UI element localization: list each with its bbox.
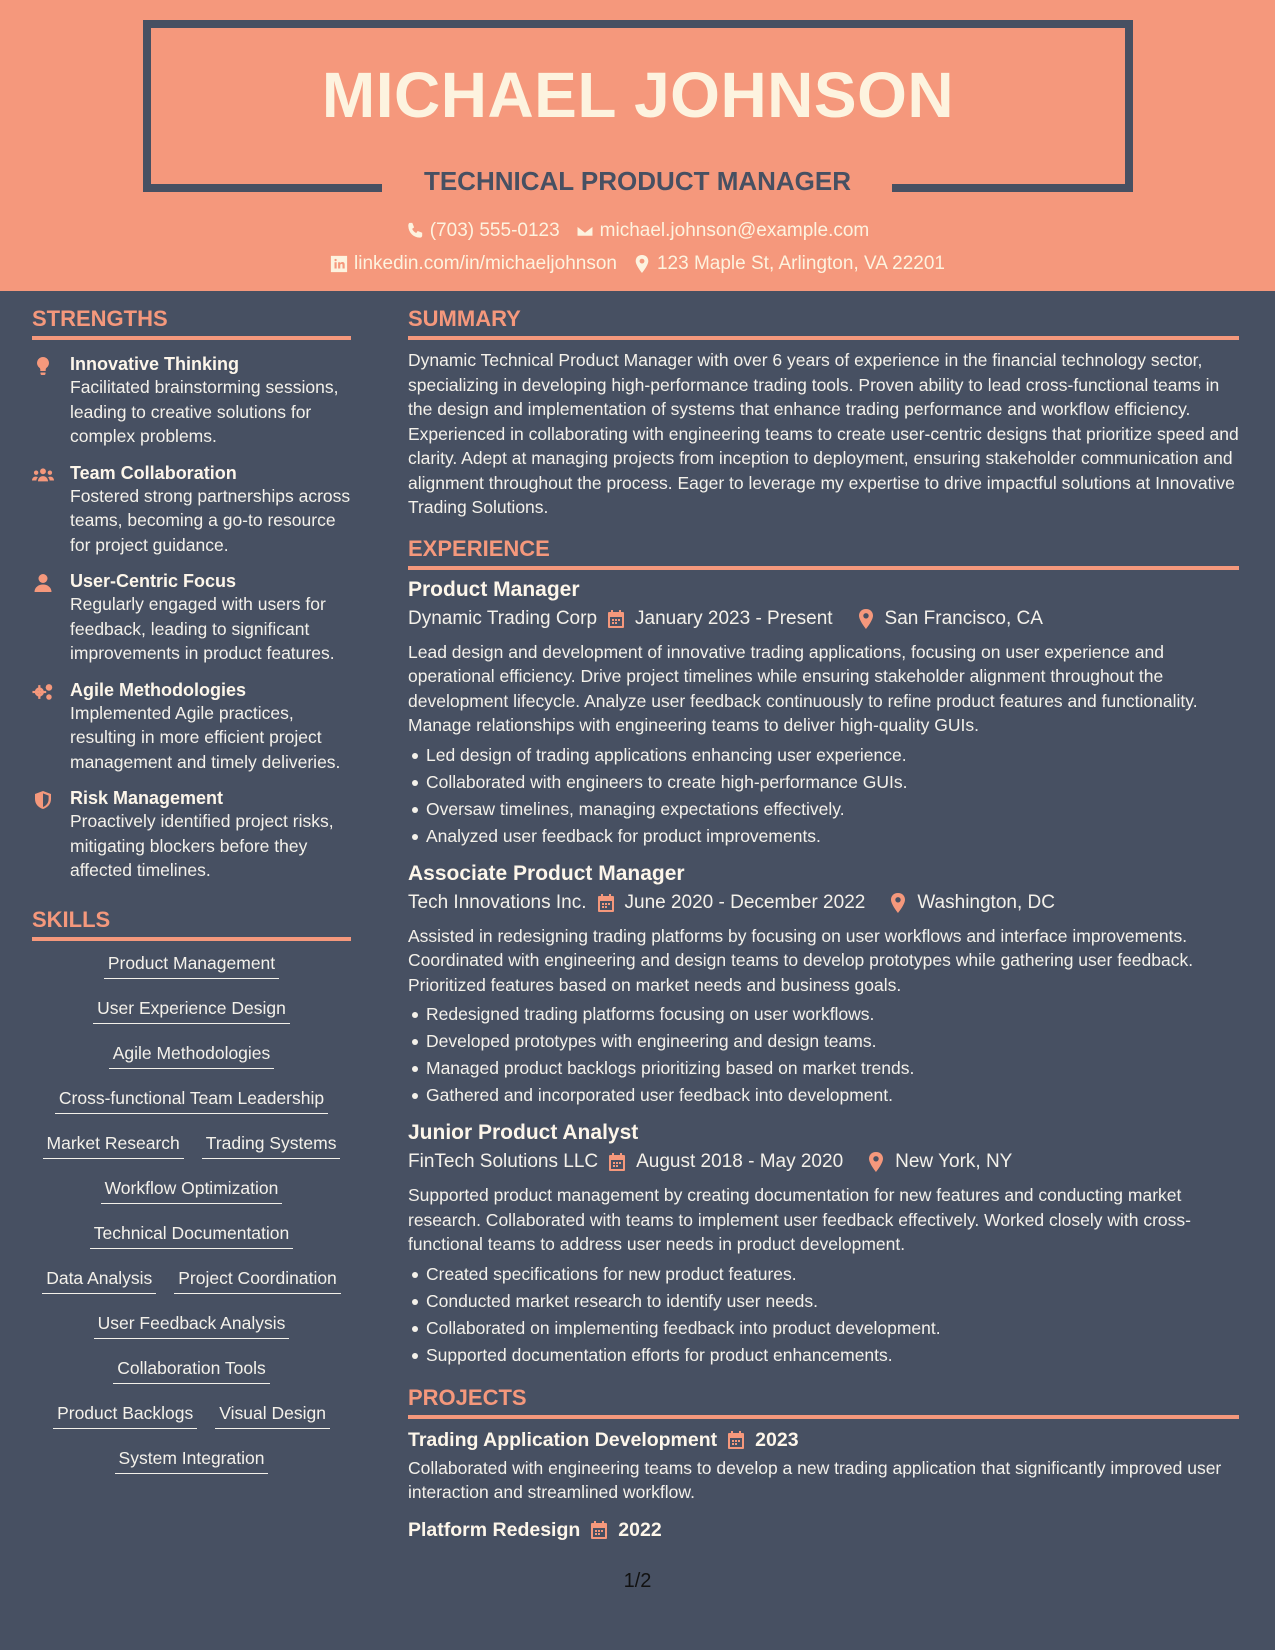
header-banner bbox=[0, 0, 1275, 291]
job-dates: June 2020 - December 2022 bbox=[624, 891, 866, 913]
users-icon bbox=[32, 465, 54, 485]
job-description: Supported product management by creating documentation for new features and conducting market research. Collaborated with teams to implement user feedback effectively. Worked closely with cross-functional teams to address user needs in product development. bbox=[408, 1185, 1191, 1254]
job-location: San Francisco, CA bbox=[884, 607, 1043, 629]
calendar-icon bbox=[608, 1152, 626, 1172]
contact-row-2 bbox=[0, 253, 1275, 275]
linkedin-text: linkedin.com/in/michaeljohnson bbox=[354, 253, 617, 274]
phone-icon bbox=[406, 222, 424, 240]
strength-item bbox=[32, 788, 351, 883]
calendar-icon bbox=[590, 1520, 608, 1540]
email-text: michael.johnson@example.com bbox=[599, 220, 870, 241]
linkedin-icon bbox=[330, 255, 348, 273]
projects-heading: PROJECTS bbox=[408, 1385, 1239, 1419]
skill-tag: Data Analysis bbox=[42, 1268, 156, 1294]
contact-email[interactable] bbox=[576, 220, 870, 242]
skills-list bbox=[32, 953, 351, 1493]
left-column bbox=[32, 306, 351, 1493]
job-dates: August 2018 - May 2020 bbox=[636, 1151, 844, 1172]
skill-tag: Workflow Optimization bbox=[101, 1178, 283, 1204]
skills-heading: SKILLS bbox=[32, 907, 351, 941]
strength-title: Innovative Thinking bbox=[70, 354, 240, 374]
list-item: Created specifications for new product features. bbox=[426, 1261, 1239, 1288]
skill-tag: Project Coordination bbox=[174, 1268, 341, 1294]
project-title: Platform Redesign bbox=[408, 1518, 581, 1541]
list-item: Collaborated with engineers to create high-performance GUIs. bbox=[426, 769, 1239, 796]
gears-icon bbox=[32, 682, 54, 702]
project-entry bbox=[408, 1429, 1239, 1505]
job-entry bbox=[408, 862, 1239, 1110]
strength-title: Agile Methodologies bbox=[70, 679, 247, 700]
address-text: 123 Maple St, Arlington, VA 22201 bbox=[656, 253, 945, 274]
job-location: Washington, DC bbox=[917, 891, 1055, 913]
calendar-icon bbox=[727, 1430, 745, 1450]
map-marker-icon bbox=[857, 609, 875, 629]
candidate-name: MICHAEL JOHNSON bbox=[321, 59, 955, 131]
list-item: Oversaw timelines, managing expectations effectively. bbox=[426, 796, 1239, 823]
skill-tag: System Integration bbox=[115, 1448, 269, 1474]
strength-title: Team Collaboration bbox=[70, 462, 237, 483]
job-company: Tech Innovations Inc. bbox=[408, 891, 587, 913]
strength-item bbox=[32, 571, 351, 666]
list-item: Analyzed user feedback for product improvements. bbox=[426, 823, 1239, 850]
job-description: Assisted in redesigning trading platforms by focusing on user workflows and interface improvements. Coordinated with engineering and design teams to develop prototypes while gathering user feedback. Prioritized features based on market needs and business goals. bbox=[408, 925, 1194, 995]
shield-icon bbox=[32, 790, 54, 810]
skill-tag: Product Backlogs bbox=[53, 1403, 197, 1429]
user-icon bbox=[32, 573, 54, 593]
skill-tag: Product Management bbox=[104, 953, 279, 979]
project-entry bbox=[408, 1519, 1239, 1542]
skill-tag: Cross-functional Team Leadership bbox=[55, 1088, 328, 1114]
list-item: Conducted market research to identify user needs. bbox=[426, 1288, 1239, 1315]
list-item: Supported documentation efforts for product enhancements. bbox=[426, 1342, 1239, 1369]
strength-title: User-Centric Focus bbox=[70, 571, 237, 591]
job-meta bbox=[408, 1151, 1239, 1173]
project-description: Collaborated with engineering teams to develop a new trading application that significantly improved user interaction and streamlined workflow. bbox=[408, 1457, 1222, 1502]
job-company: Dynamic Trading Corp bbox=[408, 607, 598, 629]
job-entry bbox=[408, 578, 1239, 850]
strength-desc: Facilitated brainstorming sessions, leading to creative solutions for complex problems. bbox=[70, 377, 339, 446]
project-year: 2022 bbox=[618, 1518, 662, 1541]
contact-address bbox=[633, 253, 945, 275]
contact-row-1 bbox=[0, 220, 1275, 242]
job-meta bbox=[408, 608, 1239, 630]
skill-tag: Agile Methodologies bbox=[109, 1043, 275, 1069]
project-title-row bbox=[408, 1519, 1239, 1542]
skill-tag: Collaboration Tools bbox=[113, 1358, 270, 1384]
calendar-icon bbox=[597, 893, 615, 913]
job-description: Lead design and development of innovative trading applications, focusing on user experience and operational efficiency. Drive project timelines while ensuring stakeholder alignment throughout the development lifecycle. Analyze user feedback continuously to refine product features and functionality. Manage relationships with engineering teams to deliver high-quality GUIs. bbox=[408, 641, 1198, 735]
right-column bbox=[408, 306, 1239, 1542]
list-item: Collaborated on implementing feedback into product development. bbox=[426, 1315, 1239, 1342]
strength-desc: Proactively identified project risks, mitigating blockers before they affected timelines. bbox=[70, 811, 334, 880]
job-location: New York, NY bbox=[895, 1151, 1013, 1172]
list-item: Gathered and incorporated user feedback into development. bbox=[426, 1082, 1239, 1109]
envelope-icon bbox=[576, 222, 594, 240]
job-company: FinTech Solutions LLC bbox=[408, 1151, 599, 1172]
job-entry bbox=[408, 1121, 1239, 1369]
experience-heading: EXPERIENCE bbox=[408, 536, 1239, 570]
map-marker-icon bbox=[889, 893, 907, 913]
list-item: Redesigned trading platforms focusing on user workflows. bbox=[426, 1001, 1239, 1028]
job-title-headline: TECHNICAL PRODUCT MANAGER bbox=[423, 166, 852, 196]
strength-desc: Fostered strong partnerships across teams, becoming a go-to resource for project guidance. bbox=[70, 485, 351, 555]
contact-linkedin[interactable] bbox=[330, 253, 617, 275]
project-title-row bbox=[408, 1429, 1239, 1452]
lightbulb-icon bbox=[32, 356, 54, 376]
summary-text: Dynamic Technical Product Manager with over 6 years of experience in the financial technology sector, specializing in developing high-performance trading tools. Proven ability to lead cross-functional teams in the design and implementation of systems that enhance trading performance and workflow efficiency. Experienced in collaborating with engineering teams to create user-centric designs that prioritize speed and clarity. Adept at managing projects from inception to deployment, ensuring stakeholder communication and alignment throughout the process. Eager to leverage my expertise to drive impactful solutions at Innovative Trading Solutions. bbox=[408, 350, 1239, 517]
job-bullets bbox=[408, 1001, 1239, 1109]
job-bullets bbox=[408, 1261, 1239, 1369]
skill-tag: Technical Documentation bbox=[90, 1223, 294, 1249]
strengths-heading: STRENGTHS bbox=[32, 306, 351, 340]
project-year: 2023 bbox=[755, 1428, 799, 1451]
skill-tag: User Experience Design bbox=[93, 998, 290, 1024]
list-item: Developed prototypes with engineering and design teams. bbox=[426, 1028, 1239, 1055]
list-item: Led design of trading applications enhancing user experience. bbox=[426, 742, 1239, 769]
strength-item bbox=[32, 354, 351, 449]
job-bullets bbox=[408, 742, 1239, 850]
strength-item bbox=[32, 463, 351, 558]
summary-heading: SUMMARY bbox=[408, 306, 1239, 340]
skill-tag: Trading Systems bbox=[202, 1133, 341, 1159]
skill-tag: User Feedback Analysis bbox=[94, 1313, 290, 1339]
skill-tag: Visual Design bbox=[215, 1403, 330, 1429]
strength-desc: Implemented Agile practices, resulting in more efficient project management and timely deliveries. bbox=[70, 702, 341, 772]
job-role: Product Manager bbox=[408, 577, 580, 601]
strength-desc: Regularly engaged with users for feedback, leading to significant improvements in product features. bbox=[70, 594, 335, 663]
job-role: Associate Product Manager bbox=[408, 861, 685, 885]
job-role: Junior Product Analyst bbox=[408, 1121, 639, 1144]
strength-item bbox=[32, 680, 351, 775]
job-meta bbox=[408, 892, 1239, 914]
strength-title: Risk Management bbox=[70, 788, 224, 808]
contact-phone[interactable] bbox=[406, 220, 560, 242]
job-dates: January 2023 - Present bbox=[635, 607, 833, 629]
map-marker-icon bbox=[633, 255, 651, 273]
skill-tag: Market Research bbox=[43, 1133, 184, 1159]
list-item: Managed product backlogs prioritizing based on market trends. bbox=[426, 1055, 1239, 1082]
project-title: Trading Application Development bbox=[408, 1428, 718, 1451]
page-number: 1/2 bbox=[623, 1570, 652, 1592]
phone-text: (703) 555-0123 bbox=[429, 220, 560, 241]
calendar-icon bbox=[607, 609, 625, 629]
map-marker-icon bbox=[867, 1152, 885, 1172]
